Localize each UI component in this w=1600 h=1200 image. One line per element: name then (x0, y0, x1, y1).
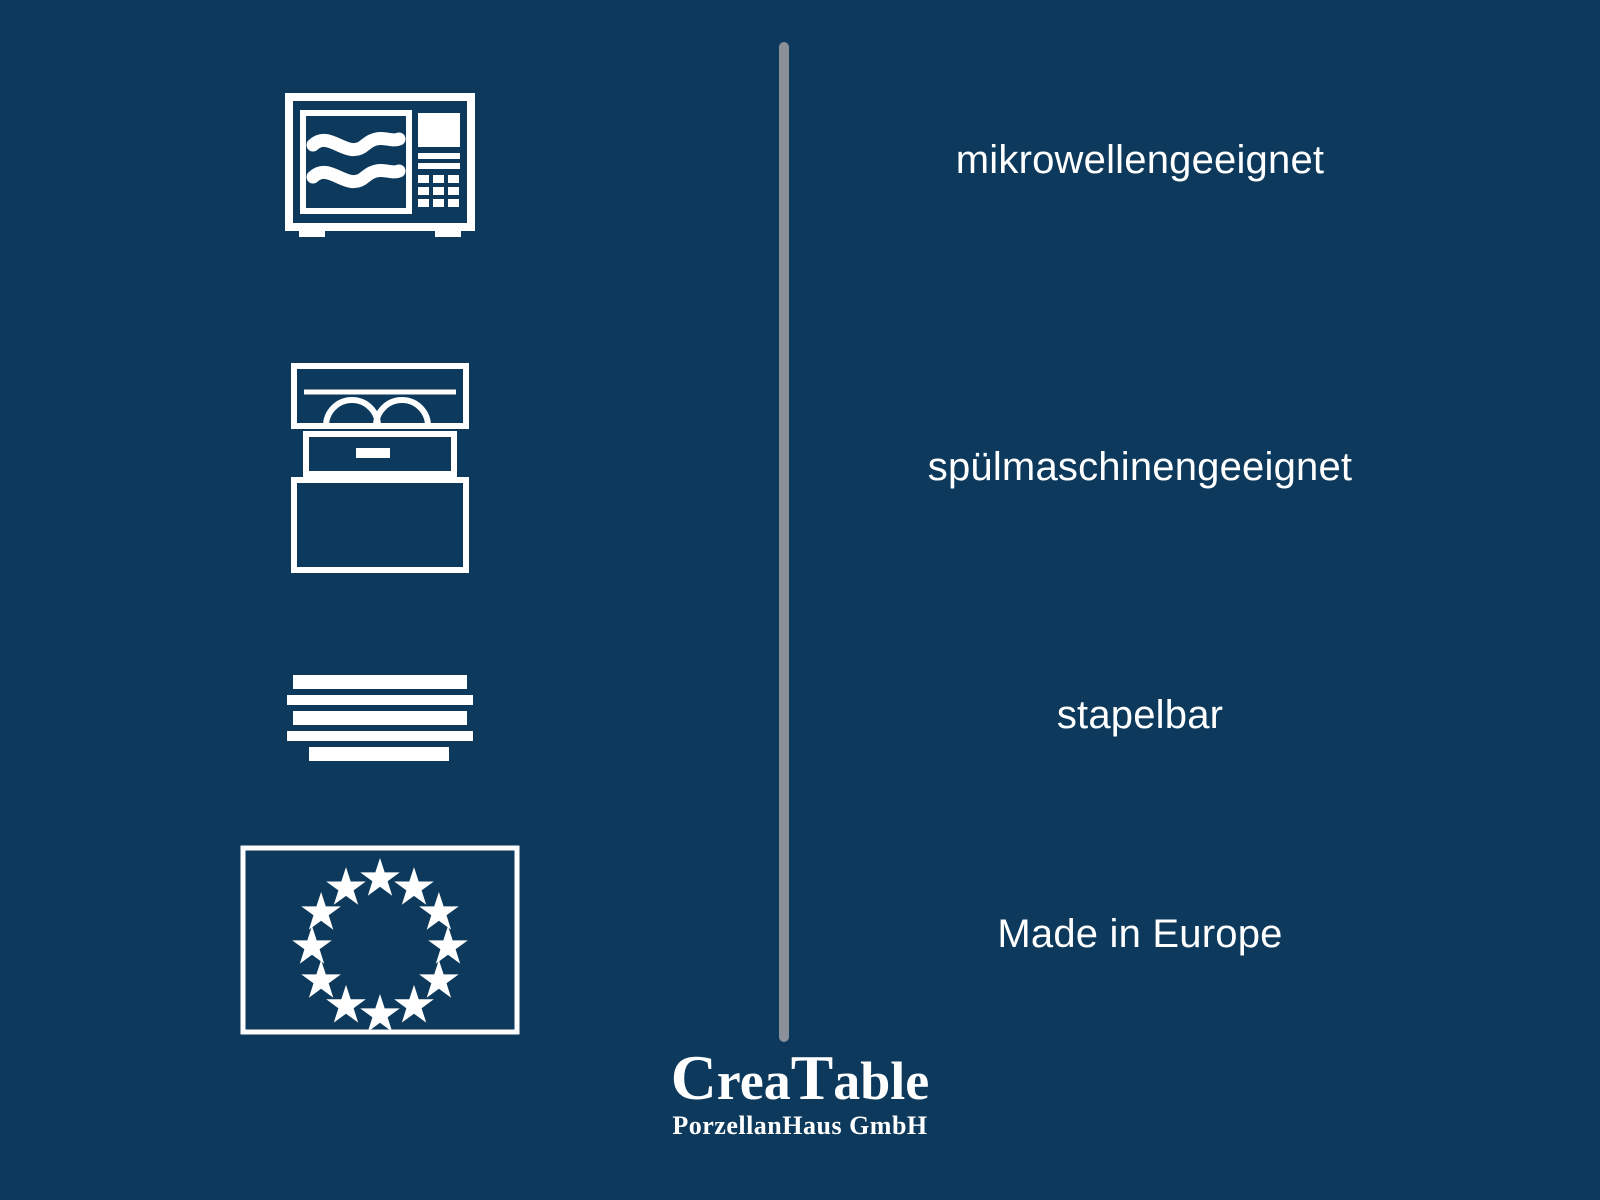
brand-name (640, 1042, 960, 1113)
feature-label: Made in Europe (997, 912, 1283, 956)
feature-label: mikrowellengeeignet (955, 138, 1325, 182)
eu-flag-icon (230, 845, 530, 1035)
stackable-plates-icon (230, 660, 530, 770)
brand-subtitle: PorzellanHaus GmbH (672, 1110, 928, 1140)
brand-name-part1: C (670, 1042, 717, 1113)
microwave-icon (230, 90, 530, 250)
dishwasher-icon (230, 360, 530, 575)
vertical-divider (779, 42, 789, 1042)
feature-label: spülmaschinengeeignet (927, 445, 1353, 489)
brand-name-part3: T (790, 1042, 834, 1113)
feature-label: stapelbar (1056, 693, 1224, 737)
brand-logo (640, 1042, 960, 1140)
brand-name-part4: able (833, 1051, 930, 1111)
brand-name-part2: rea (716, 1051, 791, 1111)
